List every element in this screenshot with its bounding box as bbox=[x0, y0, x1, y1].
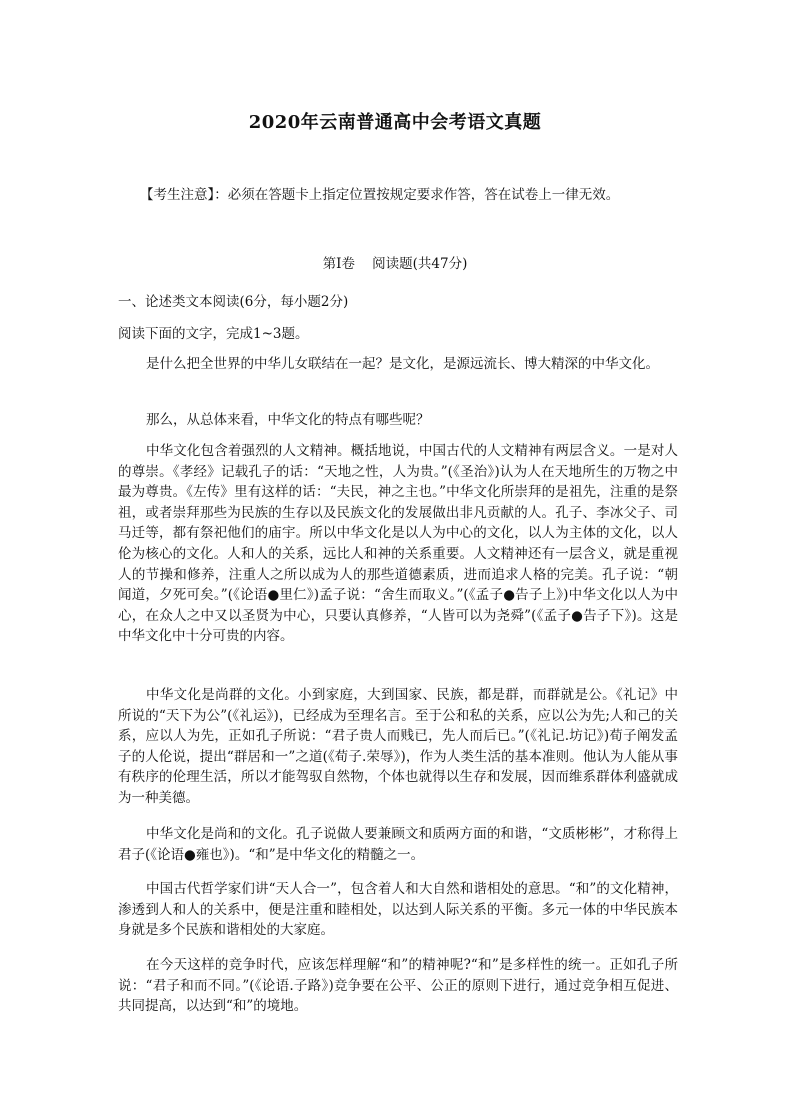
reading-instruction: 阅读下面的文字，完成1~3题。 bbox=[118, 326, 309, 342]
candidate-notice: 【考生注意】：必须在答题卡上指定位置按规定要求作答，答在试卷上一律无效。 bbox=[140, 187, 620, 203]
paragraph-2: 那么，从总体来看，中华文化的特点有哪些呢？ bbox=[146, 412, 430, 428]
exam-title: 2020年云南普通高中会考语文真题 bbox=[248, 112, 542, 133]
paragraph-4: 中华文化是尚群的文化。小到家庭，大到国家、民族，都是群，而群就是公。《礼记》中所说的“天下为公”(《礼运》)，已经成为至理名言。至于公和私的关系，应以公为先;人和己的关系，应以人为先，正如孔子所说：“君子贵人而贱已，先人而后已。”(《礼记.坊记》)荀子阐发孟子的人伦说，提出“群居和一”之道(《荀子.荣辱》)，作为人类生活的基本准则。他认为人能从事有秩序的伦理生活，所以才能驾驭自然物，个体也就得以生存和发展，因而维系群体利盛就成为一种美德。 bbox=[118, 687, 678, 806]
paragraph-1: 是什么把全世界的中华儿女联结在一起？是文化，是源远流长、博大精深的中华文化。 bbox=[146, 356, 659, 372]
paragraph-7: 在今天这样的竞争时代，应该怎样理解“和”的精神呢?“和”是多样性的统一。正如孔子所说：“君子和而不同。”(《论语.子路》)竞争要在公平、公正的原则下进行，通过竞争相互促进、共同提高，以达到“和”的境地。 bbox=[118, 957, 678, 1015]
paragraph-6: 中国古代哲学家们讲“天人合一”，包含着人和大自然和谐相处的意思。“和”的文化精神，渗透到人和人的关系中，便是注重和睦相处，以达到人际关系的平衡。多元一体的中华民族本身就是多个民族和谐相处的大家庭。 bbox=[118, 881, 678, 939]
paragraph-5: 中华文化是尚和的文化。孔子说做人要兼顾文和质两方面的和谐，“文质彬彬”，才称得上君子(《论语●雍也》)。“和”是中华文化的精髓之一。 bbox=[118, 826, 678, 863]
part-heading: 第Ⅰ卷 阅读题(共47分) bbox=[322, 256, 468, 272]
section-heading: 一、论述类文本阅读(6分，每小题2分) bbox=[118, 294, 349, 310]
paragraph-3: 中华文化包含着强烈的人文精神。概括地说，中国古代的人文精神有两层含义。一是对人的尊崇。《孝经》记载孔子的话：“天地之性，人为贵。”(《圣治》)认为人在天地所生的万物之中最为尊贵。《左传》里有这样的话：“夫民，神之主也。”中华文化所崇拜的是祖先，注重的是祭祖，或者崇拜那些为民族的生存以及民族文化的发展做出非凡贡献的人。孔子、李冰父子、司马迁等，都有祭祀他们的庙宇。所以中华文化是以人为中心的文化，以人为主体的文化，以人伦为核心的文化。人和人的关系，远比人和神的关系重要。人文精神还有一层含义，就是重视人的节操和修养，注重人之所以成为人的那些道德素质，进而追求人格的完美。孔子说：“朝闻道，夕死可矣。”(《论语●里仁》)孟子说：“舍生而取义。”(《孟子●告子上》)中华文化以人为中心，在众人之中又以圣贤为中心，只要认真修养，“人皆可以为尧舜”(《孟子●告子下》)。这是中华文化中十分可贵的内容。 bbox=[118, 443, 678, 645]
